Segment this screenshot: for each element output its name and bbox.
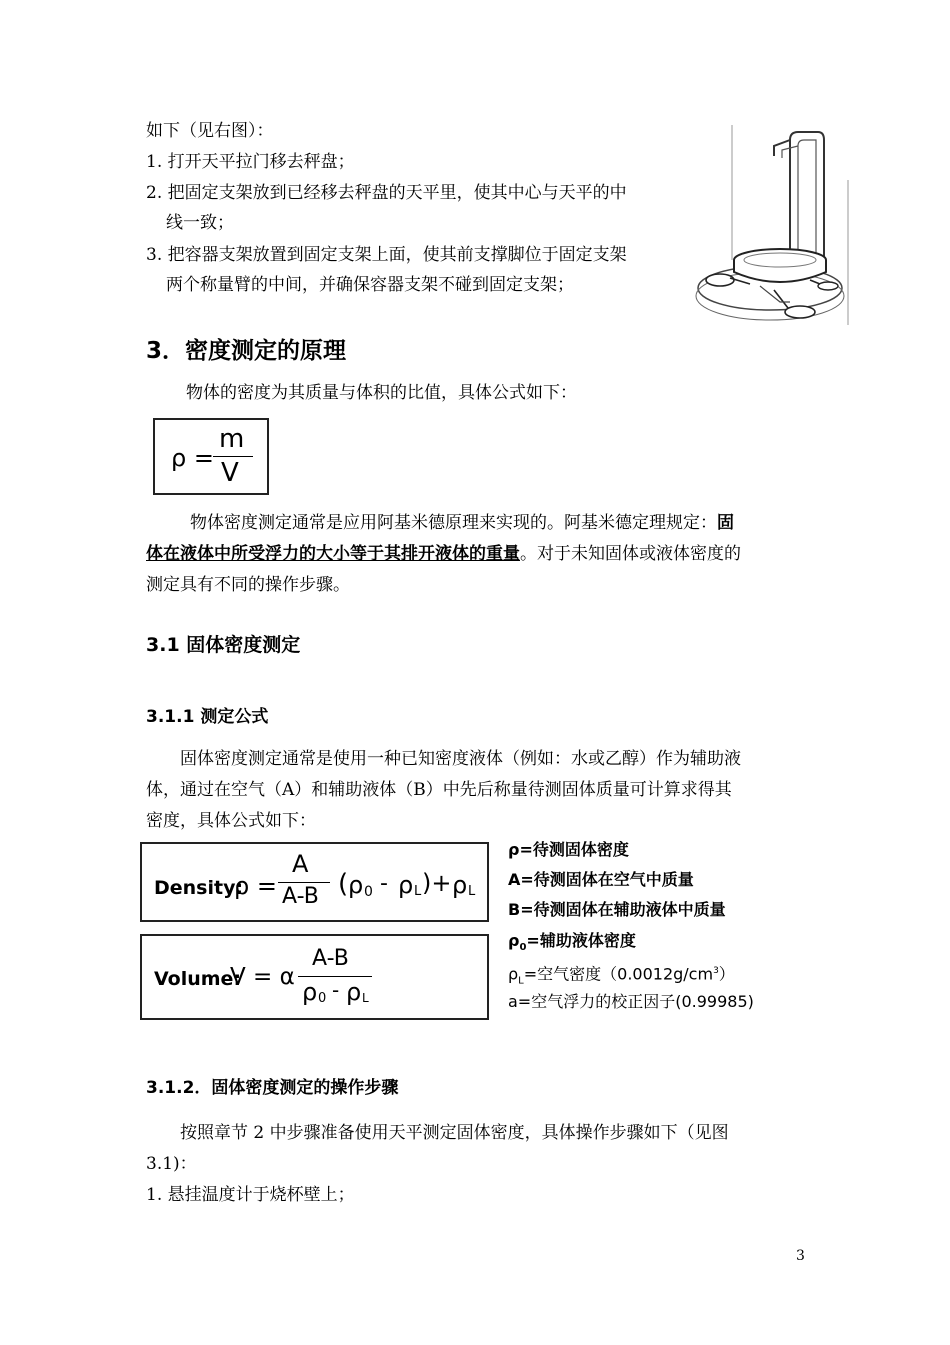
section-3-title: 3．密度测定的原理: [146, 338, 347, 364]
density-sub-0: 0: [364, 884, 373, 900]
intro-step-3b: 两个称量臂的中间，并确保容器支架不碰到固定支架；: [166, 275, 574, 295]
density-lhs: ρ =: [234, 872, 277, 900]
legend-rho-0-main: ρ: [508, 931, 520, 950]
volume-fraction-bar: [298, 976, 372, 977]
density-paren-close: )+: [422, 869, 452, 897]
legend-rho-l-main: ρ: [508, 964, 519, 984]
formula-lhs: ρ =: [171, 444, 214, 472]
legend-rho-l-end: ）: [718, 964, 735, 984]
density-rho-0: ρ: [348, 871, 364, 899]
volume-den-sub-l: L: [362, 991, 369, 1005]
section-3-p2-line1: [190, 508, 734, 538]
section-3-1-2-p1-line1: 按照章节 2 中步骤准备使用天平测定固体密度，具体操作步骤如下（见图: [180, 1123, 729, 1143]
p2-line1-bold: 固: [717, 513, 734, 533]
volume-den-rho-l: ρ: [346, 978, 362, 1006]
section-3-1-1-p1-line3: 密度，具体公式如下：: [146, 811, 316, 831]
balance-stand-illustration: [690, 120, 860, 340]
intro-step-3a: 3. 把容器支架放置到固定支架上面，使其前支撑脚位于固定支架: [146, 245, 627, 265]
section-3-paragraph-1: 物体的密度为其质量与体积的比值，具体公式如下：: [186, 383, 577, 403]
section-3-1-2-title: 3.1.2．固体密度测定的操作步骤: [146, 1078, 399, 1098]
p2-line2-rest: 。对于未知固体或液体密度的: [520, 544, 741, 564]
volume-den-minus: -: [332, 978, 340, 1002]
intro-step-2b: 线一致；: [166, 213, 234, 233]
legend-b: B=待测固体在辅助液体中质量: [508, 900, 726, 919]
legend-rho-l-sub: L: [518, 975, 524, 987]
density-sub-l-2: L: [468, 884, 476, 899]
density-label: Density:: [154, 877, 244, 899]
p2-line1-text: 物体密度测定通常是应用阿基米德原理来实现的。阿基米德定理规定：: [190, 513, 717, 533]
density-formula-box: [153, 418, 269, 495]
section-3-1-2-step-1: 1. 悬挂温度计于烧杯壁上；: [146, 1185, 355, 1205]
fraction-bar: [213, 456, 253, 457]
density-numerator: A: [292, 850, 309, 878]
formula-denominator: V: [221, 458, 239, 488]
section-3-p2-line3: 测定具有不同的操作步骤。: [146, 575, 350, 595]
archimedes-principle: 体在液体中所受浮力的大小等于其排开液体的重量: [146, 544, 520, 564]
intro-step-1: 1. 打开天平拉门移去秤盘；: [146, 152, 355, 172]
density-minus: -: [380, 871, 388, 896]
density-rho-l-2: ρ: [452, 871, 468, 899]
density-sub-l: L: [414, 884, 422, 899]
density-paren-open: (: [338, 869, 349, 899]
volume-numerator: A-B: [312, 946, 349, 971]
intro-step-2a: 2. 把固定支架放到已经移去秤盘的天平里，使其中心与天平的中: [146, 183, 627, 203]
legend-a: A=待测固体在空气中质量: [508, 870, 694, 889]
page-number: 3: [796, 1248, 805, 1264]
volume-den-sub-0: 0: [318, 991, 327, 1006]
volume-label: Volume:: [154, 968, 242, 990]
legend-rho-l-rest: =空气密度（0.0012g/cm: [523, 964, 714, 984]
density-fraction-bar: [278, 882, 330, 883]
legend-rho-0-rest: =辅助液体密度: [526, 931, 636, 950]
legend-rho-0-sub: 0: [519, 942, 527, 954]
legend-alpha: a=空气浮力的校正因子(0.99985): [508, 992, 754, 1011]
section-3-p2-line2: [146, 539, 741, 569]
intro-line: 如下（见右图）：: [146, 121, 274, 141]
section-3-1-2-p1-line2: 3.1)：: [146, 1154, 197, 1174]
section-3-1-1-p1-line1: 固体密度测定通常是使用一种已知密度液体（例如：水或乙醇）作为辅助液: [180, 749, 741, 769]
density-full-formula-box: [140, 842, 489, 922]
volume-den-rho-0: ρ: [302, 978, 318, 1006]
formula-numerator: m: [219, 424, 245, 454]
density-denominator: A-B: [282, 884, 319, 909]
section-3-1-title: 3.1 固体密度测定: [146, 634, 301, 656]
volume-formula-box: [140, 934, 489, 1020]
volume-lhs: V = α: [230, 964, 295, 990]
section-3-1-1-title: 3.1.1 测定公式: [146, 707, 269, 727]
density-rho-l: ρ: [398, 871, 414, 899]
legend-rho: ρ=待测固体密度: [508, 840, 629, 859]
legend-rho-l-sup: 3: [713, 966, 719, 976]
section-3-1-1-p1-line2: 体，通过在空气（A）和辅助液体（B）中先后称量待测固体质量可计算求得其: [146, 780, 732, 800]
